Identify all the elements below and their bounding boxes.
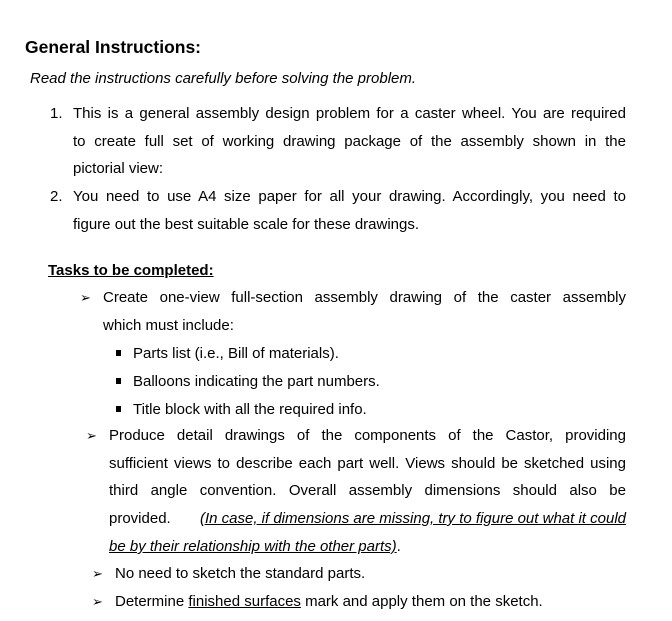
subitem-parts-list: Parts list (i.e., Bill of materials). — [133, 345, 339, 362]
item-2-line-1: You need to use A4 size paper for all your drawing. Accordingly, you need to — [73, 188, 626, 205]
subitem-title-block: Title block with all the required info. — [133, 401, 367, 418]
section-heading: General Instructions: — [25, 37, 202, 57]
arrow-bullet-icon: ➢ — [86, 428, 97, 443]
task-2-line-5-period: . — [396, 538, 401, 555]
dimension-note-line-1: (In case, if dimensions are missing, try to figure out what it could — [199, 510, 626, 527]
item-number-2: 2. — [50, 188, 63, 205]
task-2-line-3: third angle convention. Overall assembly dimensions should also be — [109, 482, 626, 499]
task-3-text: No need to sketch the standard parts. — [115, 565, 366, 582]
task-2-line-1: Produce detail drawings of the components of the Castor, providing — [109, 427, 626, 444]
item-1-line-1: This is a general assembly design problem for a caster wheel. You are required — [73, 105, 626, 122]
arrow-bullet-icon: ➢ — [92, 594, 103, 609]
task-4-prefix: Determine — [115, 593, 189, 610]
task-1-line-2: which must include: — [103, 317, 234, 334]
task-2-line-4-prefix: provided. — [109, 510, 171, 527]
square-bullet-icon — [116, 406, 121, 412]
task-4-text — [115, 593, 543, 610]
dimension-note-line-2: be by their relationship with the other parts) — [109, 538, 397, 555]
arrow-bullet-icon: ➢ — [92, 566, 103, 581]
task-2-line-2: sufficient views to describe each part well. Views should be sketched using — [109, 455, 626, 472]
task-2-line-4 — [109, 510, 626, 527]
item-1-line-3: pictorial view: — [73, 160, 164, 177]
item-1-line-2: to create full set of working drawing package of the assembly shown in the — [73, 133, 626, 150]
tasks-heading — [48, 262, 214, 279]
square-bullet-icon — [116, 378, 121, 384]
square-bullet-icon — [116, 350, 121, 356]
subitem-balloons: Balloons indicating the part numbers. — [133, 373, 380, 390]
finished-surfaces-term: finished surfaces — [188, 593, 301, 610]
tasks-heading-text: Tasks to be completed: — [48, 262, 214, 279]
item-2-line-2: figure out the best suitable scale for these drawings. — [73, 216, 420, 233]
task-4-suffix: mark and apply them on the sketch. — [300, 593, 543, 610]
task-2-line-5 — [109, 538, 401, 555]
instruction-note: Read the instructions carefully before solving the problem. — [30, 70, 417, 87]
item-number-1: 1. — [50, 105, 63, 122]
task-1-line-1: Create one-view full-section assembly drawing of the caster assembly — [103, 289, 626, 306]
arrow-bullet-icon: ➢ — [80, 290, 91, 305]
